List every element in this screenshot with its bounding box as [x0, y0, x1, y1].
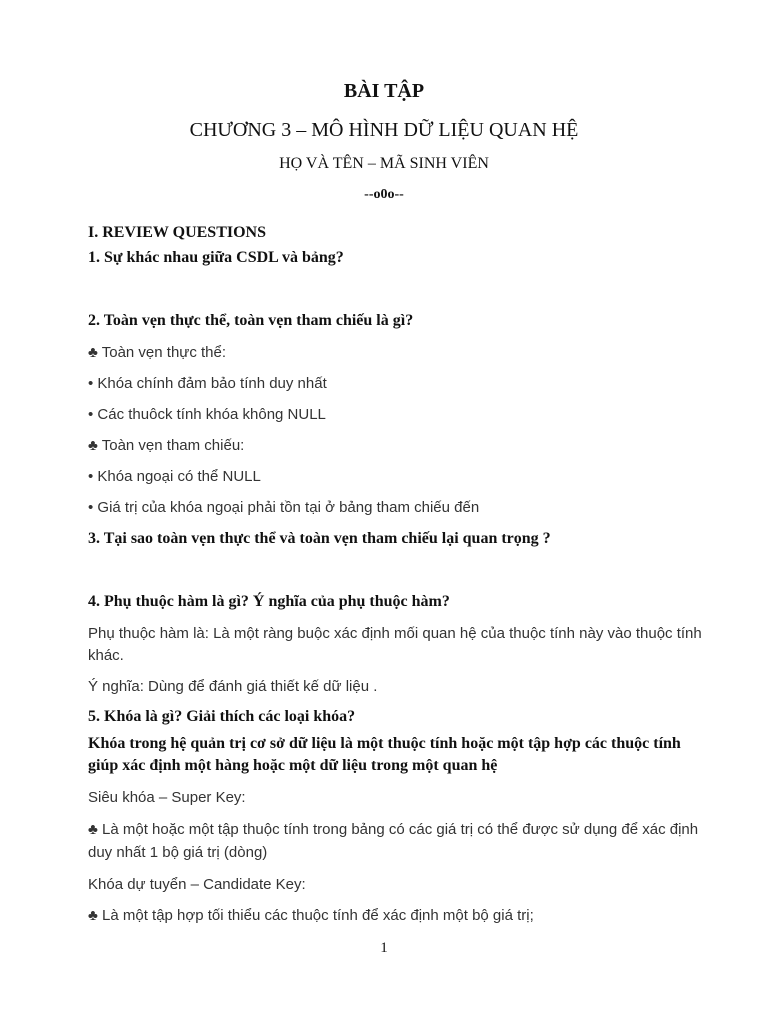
question-2: 2. Toàn vẹn thực thể, toàn vẹn tham chiếu là gì?: [88, 312, 414, 329]
author-line: HỌ VÀ TÊN – MÃ SINH VIÊN: [279, 155, 489, 172]
answer-line: • Các thuôck tính khóa không NULL: [88, 406, 326, 423]
answer-line: ♣ Toàn vẹn thực thể:: [88, 344, 227, 361]
key-definition-line1: Khóa trong hệ quản trị cơ sở dữ liệu là một thuộc tính hoặc một tập hợp các thuộc tính: [88, 735, 681, 752]
answer-line: • Khóa chính đảm bảo tính duy nhất: [88, 375, 327, 392]
meaning-text: Ý nghĩa: Dùng để đánh giá thiết kế dữ liệu .: [88, 678, 378, 695]
page-number: 1: [380, 940, 388, 956]
definition-text-cont: khác.: [88, 647, 124, 664]
candidate-key-desc: ♣ Là một tập hợp tối thiểu các thuộc tính để xác định một bộ giá trị;: [88, 907, 534, 924]
section-heading: I. REVIEW QUESTIONS: [88, 224, 266, 241]
answer-line: • Khóa ngoại có thể NULL: [88, 468, 261, 485]
question-1: 1. Sự khác nhau giữa CSDL và bảng?: [88, 249, 344, 266]
superkey-desc-line2: duy nhất 1 bộ giá trị (dòng): [88, 844, 268, 861]
superkey-label: Siêu khóa – Super Key:: [88, 789, 246, 806]
answer-line: • Giá trị của khóa ngoại phải tồn tại ở bảng tham chiếu đến: [88, 499, 480, 516]
candidate-key-label: Khóa dự tuyển – Candidate Key:: [88, 876, 306, 893]
question-3: 3. Tại sao toàn vẹn thực thể và toàn vẹn tham chiếu lại quan trọng ?: [88, 530, 551, 547]
superkey-desc-line1: ♣ Là một hoặc một tập thuộc tính trong bảng có các giá trị có thể được sử dụng để xác định: [88, 821, 699, 838]
chapter-title: CHƯƠNG 3 – MÔ HÌNH DỮ LIỆU QUAN HỆ: [189, 119, 579, 141]
key-definition-line2: giúp xác định một hàng hoặc một dữ liệu trong một quan hệ: [88, 757, 498, 774]
separator: --o0o--: [364, 187, 404, 202]
definition-text: Phụ thuộc hàm là: Là một ràng buộc xác định mối quan hệ của thuộc tính này vào thuộc tính: [88, 625, 702, 642]
question-4: 4. Phụ thuộc hàm là gì? Ý nghĩa của phụ thuộc hàm?: [88, 593, 450, 610]
document-title: BÀI TẬP: [343, 80, 425, 102]
question-5: 5. Khóa là gì? Giải thích các loại khóa?: [88, 708, 356, 725]
answer-line: ♣ Toàn vẹn tham chiếu:: [88, 437, 245, 454]
